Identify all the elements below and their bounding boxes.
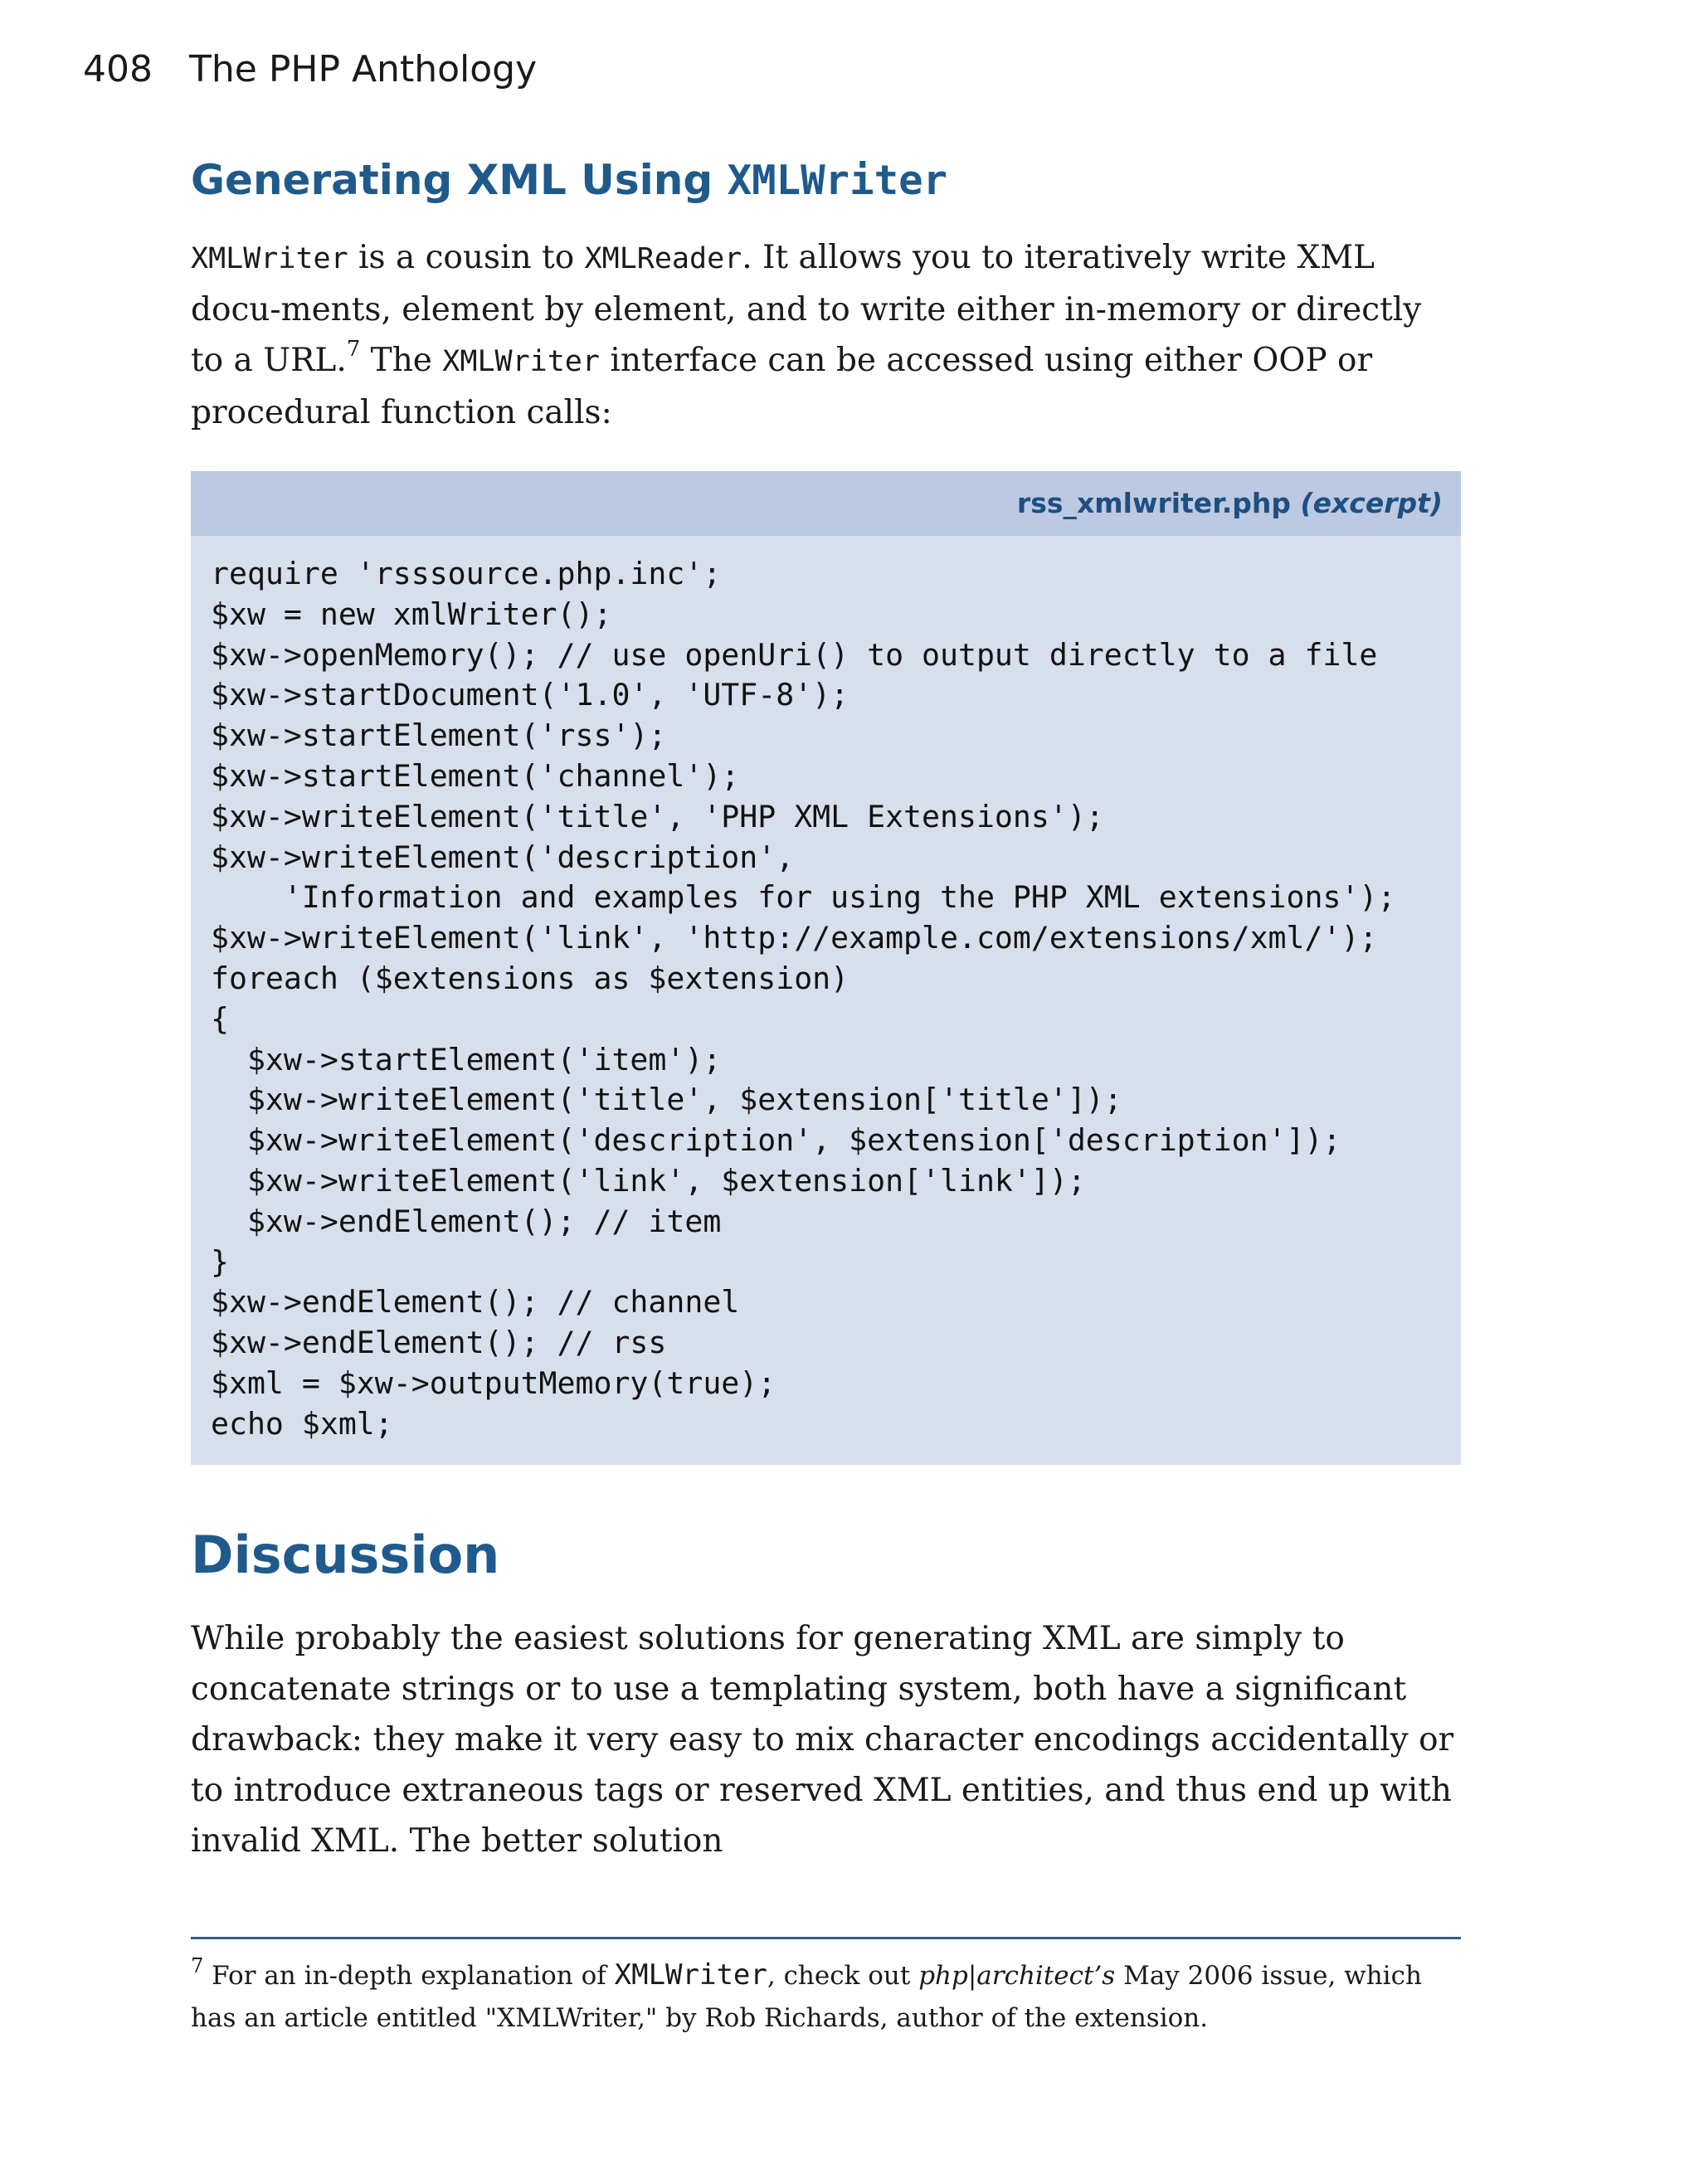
inline-code: XMLReader — [584, 242, 742, 275]
inline-code: XMLWriter — [442, 345, 600, 378]
footnote-text: May 2006 issue, which has an article entitled "XMLWriter," by Rob Richards, author of the extension. — [191, 1961, 1422, 2033]
footnote-reference[interactable]: 7 — [346, 337, 361, 362]
code-listing-header — [191, 471, 1461, 536]
section-title-code: XMLWriter — [727, 157, 948, 204]
code-excerpt-note: (excerpt) — [1300, 487, 1443, 519]
footnote-publication: php|architect’s — [918, 1961, 1116, 1991]
discussion-paragraph: While probably the easiest solutions for generating XML are simply to concatenate strings or to use a templating system, both have a significant drawback: they make it very easy to mix character encodings accidentally or to introduce extraneous tags or reserved XML entities, and thus end up with invalid XML. The better solution — [191, 1620, 1454, 1860]
intro-text: interface can be accessed using either OOP or procedural function calls: — [191, 342, 1373, 431]
footnote-divider — [191, 1937, 1461, 1939]
section-title — [191, 156, 947, 204]
intro-text: is a cousin to — [348, 239, 585, 276]
section-title-text: Generating XML Using — [191, 156, 728, 204]
footnote-code: XMLWriter — [614, 1958, 767, 1992]
intro-paragraph — [191, 232, 1461, 438]
code-body: require 'rsssource.php.inc'; $xw = new xmlWriter(); $xw->openMemory(); // use openUri() to output directly to a file $xw->startDocument('1.0', 'UTF-8'); $xw->startElement('rss'); $xw->startElement('channel'); $xw->writeElement('title', 'PHP XML Extensions'); $xw->writeElement('description', 'Information and examples for using the PHP XML extensions'); $xw->writeElement('link', 'http://example.com/extensions/xml/'); foreach ($extensions as $extension) { $xw->startElement('item'); $xw->writeElement('title', $extension['title']); $xw->writeElement('description', $extension['description']); $xw->writeElement('link', $extension['link']); $xw->endElement(); // item } $xw->endElement(); // channel $xw->endElement(); // rss $xml = $xw->outputMemory(true); echo $xml; — [211, 556, 1396, 1442]
code-filename: rss_xmlwriter.php — [1016, 487, 1292, 519]
page-header — [83, 48, 537, 90]
page-number: 408 — [83, 48, 153, 90]
inline-code: XMLWriter — [191, 242, 348, 275]
intro-text: . It allows you to iteratively write XML docu-ments, element by element, and to write either in-memory or directly to a URL. — [191, 239, 1422, 379]
footnote-text: , check out — [767, 1961, 919, 1991]
footnote — [191, 1954, 1461, 2040]
footnote-text: For an in-depth explanation of — [203, 1961, 615, 1991]
code-listing — [191, 471, 1461, 1465]
footnote-number: 7 — [191, 1954, 204, 1977]
intro-text: The — [360, 342, 443, 379]
discussion-heading: Discussion — [191, 1525, 500, 1585]
book-title: The PHP Anthology — [189, 48, 538, 90]
